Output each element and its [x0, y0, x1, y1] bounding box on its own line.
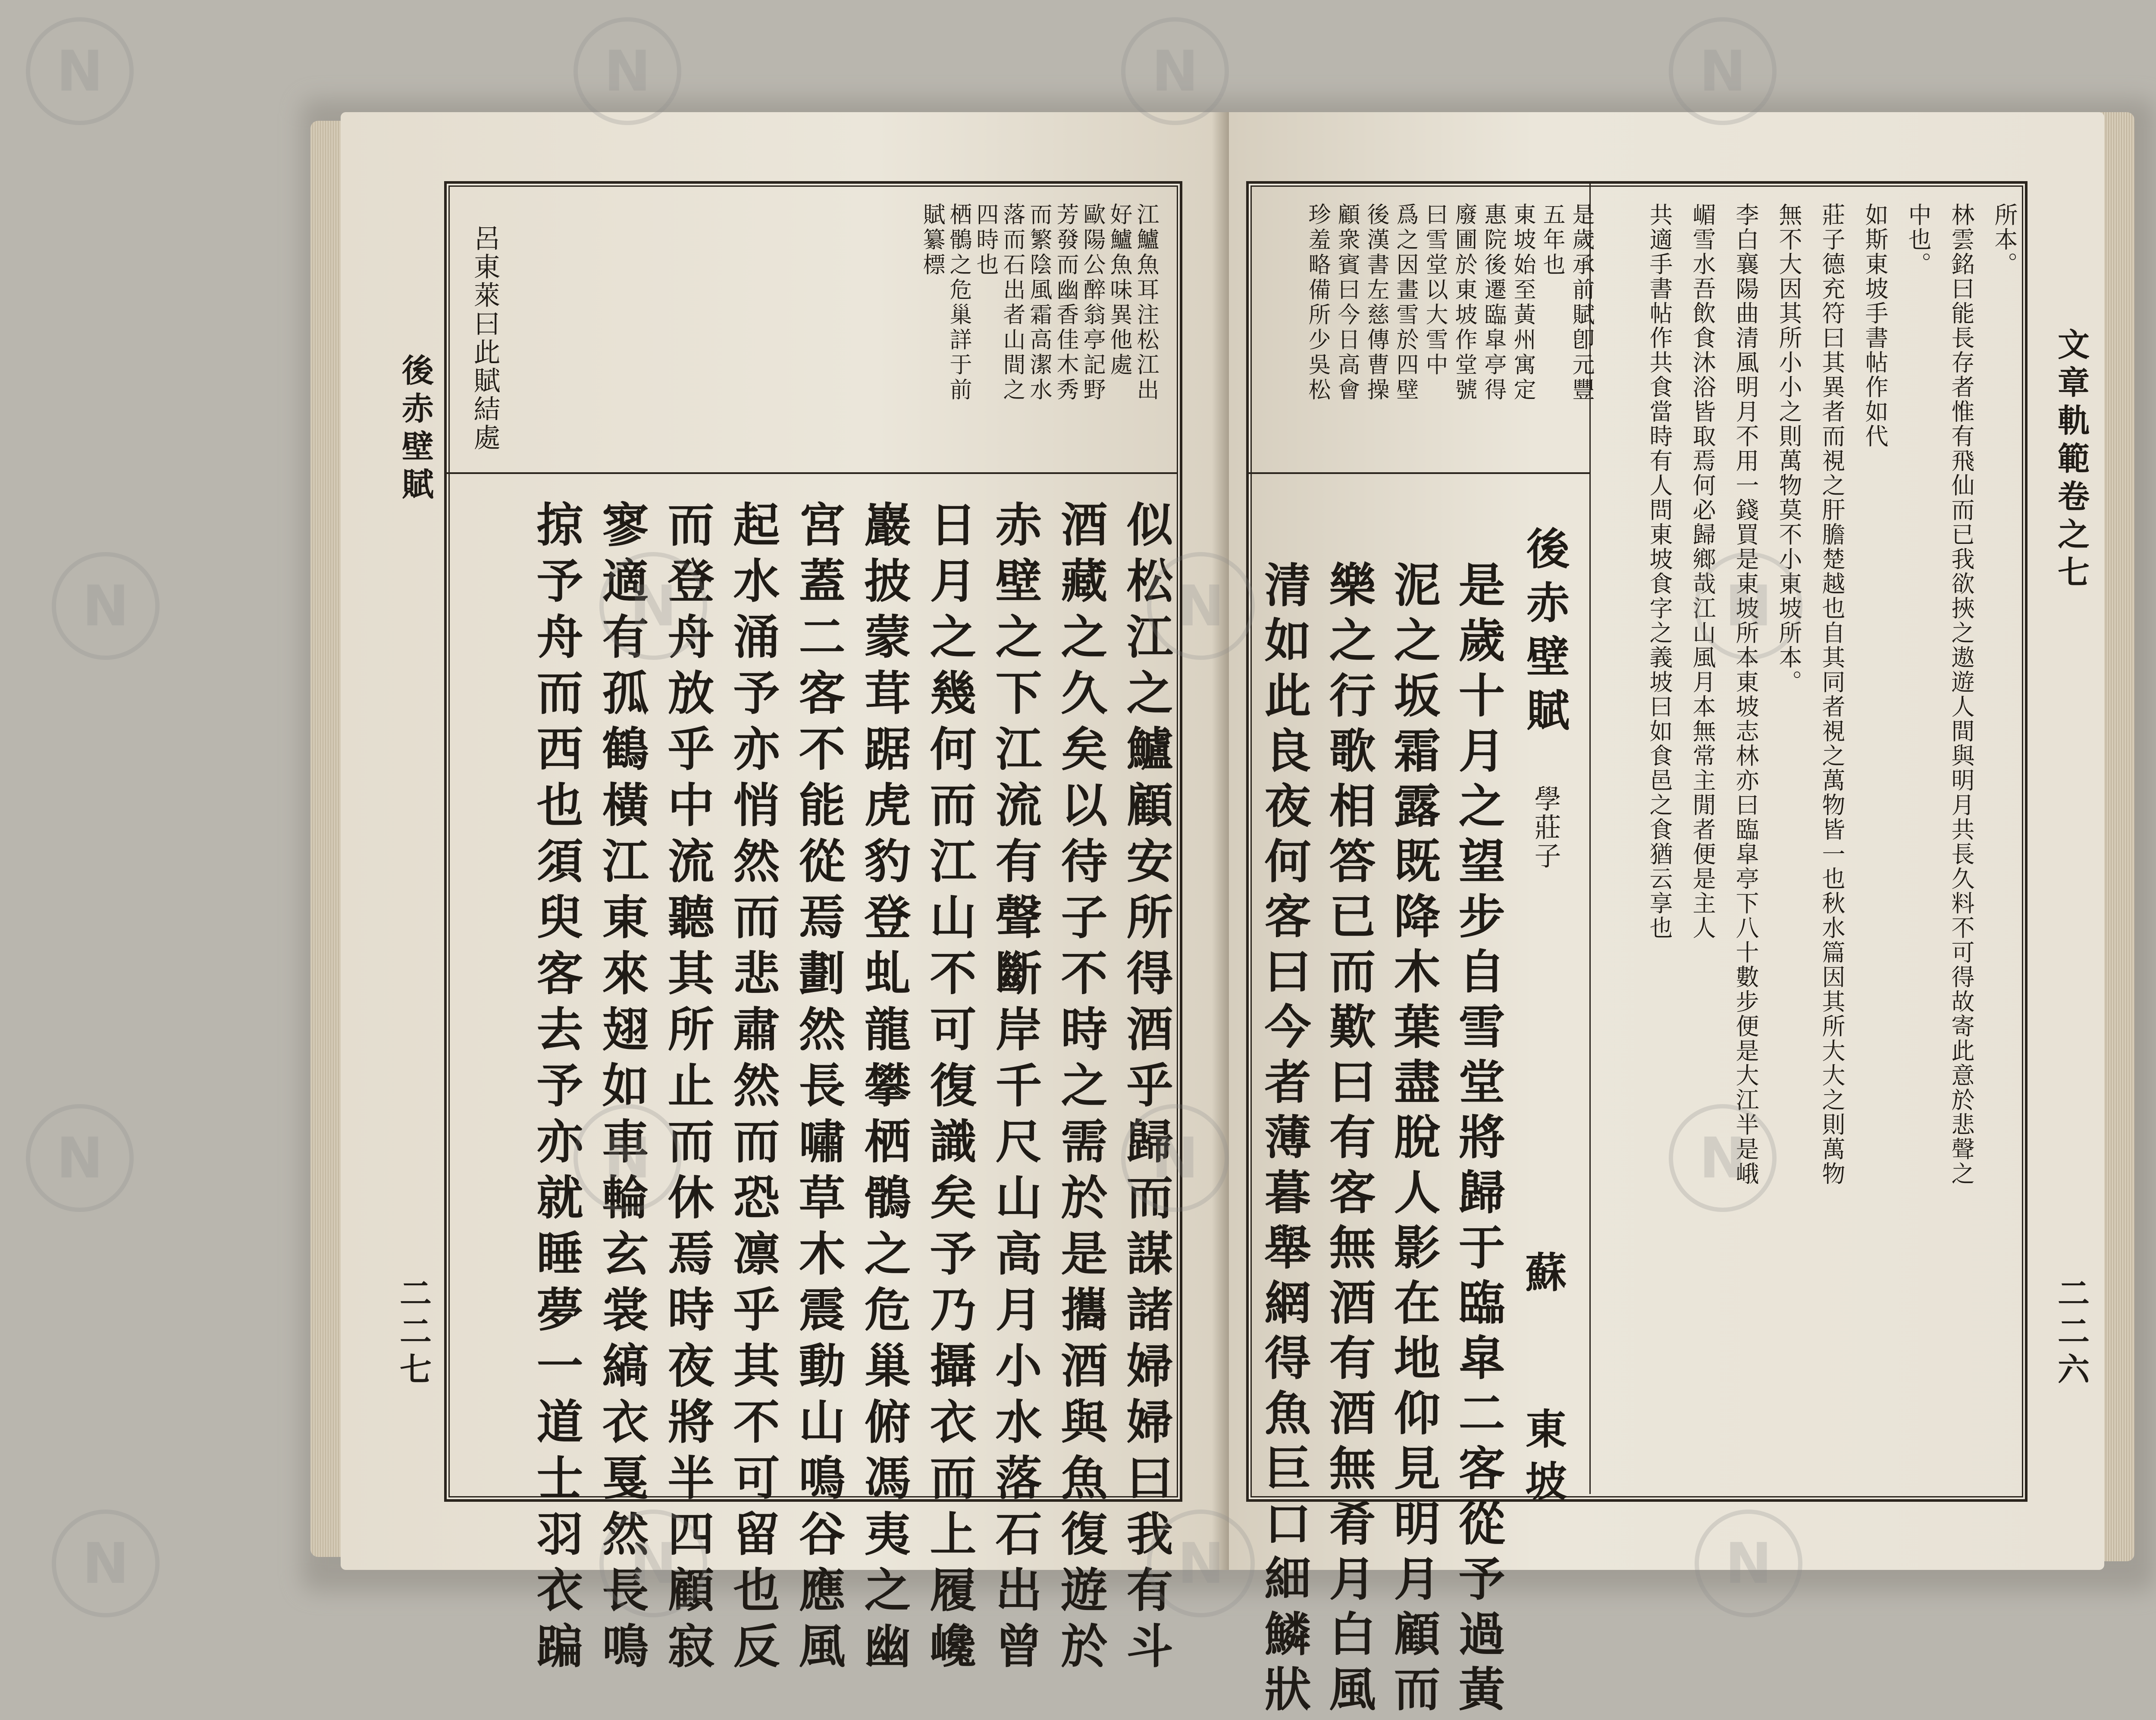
note-column: 五年也: [1539, 203, 1565, 278]
note-column: 歐陽公醉翁亭記野: [1079, 203, 1105, 403]
note-column: 嵋雪水吾飲食沐浴皆取焉何必歸鄉哉江山風月本無常主閒者便是主人: [1689, 203, 1716, 940]
watermark-logo: [1669, 17, 1777, 125]
note-column: 而繁陰風霜高潔水: [1026, 203, 1052, 403]
text-column: 起水涌予亦悄然而悲肅然而恐凛乎其不可留也反: [725, 500, 780, 1678]
text-column: 寥適有孤鶴橫江東來翅如車輪玄裳縞衣戛然長鳴: [594, 500, 649, 1678]
text-column: 巖披蒙茸踞虎豹登虬龍攀栖鶻之危巢俯馮夷之幽: [856, 500, 911, 1678]
watermark-logo: [1695, 552, 1802, 660]
open-book: [310, 104, 2134, 1720]
watermark-logo: [1695, 1510, 1802, 1617]
note-column: 林雲銘曰能長存者惟有飛仙而已我欲挾之遨遊人間與明月共長久料不可得故寄此意於悲聲之: [1948, 203, 1975, 1186]
watermark-logo: [1147, 552, 1255, 660]
text-column: 泥之坂霜露既降木葉盡脫人影在地仰見明月顧而: [1386, 561, 1440, 1720]
essay-title-note: 學莊子: [1530, 785, 1561, 870]
watermark-logo: [1669, 1104, 1777, 1212]
left-note-attribution: 呂東萊曰此賦結處: [469, 224, 501, 452]
left-notes-divider: [447, 472, 1177, 474]
note-column: 所本。: [1991, 203, 2018, 276]
text-column: 日月之幾何而江山不可復識矣予乃攝衣而上履巉: [922, 500, 976, 1678]
note-column: 惠院後遷臨皐亭得: [1480, 203, 1506, 403]
note-column: 芳發而幽香佳木秀: [1053, 203, 1078, 403]
text-column: 清如此良夜何客曰今者薄暮舉網得魚巨口細鱗狀: [1257, 561, 1311, 1720]
note-column: 無不大因其所小小之則萬物莫不小東坡所本。: [1775, 203, 1802, 694]
note-column: 四時也: [972, 203, 998, 278]
right-notes-divider: [1249, 472, 1589, 474]
note-column: 珍羞略備所少吳松: [1304, 203, 1330, 403]
text-column: 樂之行歌相答已而歎曰有客無酒有酒無肴月白風: [1321, 561, 1376, 1720]
watermark-logo: [52, 1510, 160, 1617]
watermark-logo: [1121, 1104, 1229, 1212]
note-column: 江鱸魚耳注松江出: [1133, 203, 1159, 403]
note-column: 李白襄陽曲清風明月不用一錢買是東坡所本東坡志林亦曰臨皐亭下八十數步便是大江半是峨: [1732, 203, 1759, 1186]
note-column: 栖鶻之危巢詳于前: [946, 203, 971, 403]
note-column: 如斯東坡手書帖作如代: [1861, 203, 1889, 449]
page-edges-left: [310, 121, 345, 1557]
note-column: 廢圃於東坡作堂號: [1451, 203, 1477, 403]
watermark-logo: [52, 552, 160, 660]
watermark-logo: [1147, 1510, 1255, 1617]
note-column: 顧衆賓曰今日高會: [1334, 203, 1360, 403]
watermark-logo: [573, 1104, 681, 1212]
right-page-number: 二二六: [2053, 1277, 2090, 1390]
watermark-logo: [599, 552, 707, 660]
note-column: 落而石出者山間之: [999, 203, 1025, 403]
text-column: 似松江之鱸顧安所得酒乎歸而謀諸婦婦曰我有斗: [1119, 500, 1173, 1678]
note-column: 莊子德充符曰其異者而視之肝膽楚越也自其同者視之萬物皆一也秋水篇因其所大大之則萬物: [1818, 203, 1846, 1186]
essay-title: 後赤壁賦: [1519, 526, 1570, 742]
note-column: 東坡始至黃州寓定: [1510, 203, 1536, 403]
right-running-head: 文章軌範卷之七: [2053, 328, 2090, 593]
text-column: 赤壁之下江流有聲斷岸千尺山高月小水落石出曾: [987, 500, 1042, 1678]
watermark-logo: [26, 17, 134, 125]
note-column: 賦纂標: [919, 203, 945, 278]
left-running-head: 後赤壁賦: [397, 354, 434, 505]
watermark-logo: [573, 17, 681, 125]
note-column: 爲之因畫雪於四壁: [1392, 203, 1418, 403]
text-column: 宮蓋二客不能從焉劃然長嘯草木震動山鳴谷應風: [791, 500, 845, 1678]
watermark-logo: [1121, 17, 1229, 125]
note-column: 好鱸魚味異他處: [1106, 203, 1132, 378]
note-column: 後漢書左慈傳曹操: [1363, 203, 1389, 403]
watermark-logo: [26, 1104, 134, 1212]
text-column: 掠予舟而西也須臾客去予亦就睡夢一道士羽衣蹁: [529, 500, 583, 1678]
text-column: 酒藏之久矣以待子不時之需於是攜酒與魚復遊於: [1053, 500, 1107, 1678]
text-column: 而登舟放乎中流聽其所止而休焉時夜將半四顧寂: [660, 500, 714, 1678]
left-page: [341, 112, 1229, 1678]
text-column: 是歲十月之望步自雪堂將歸于臨皐二客從予過黃: [1451, 561, 1505, 1720]
left-page-number: 二二七: [395, 1277, 432, 1390]
watermark-logo: [599, 1510, 707, 1617]
note-column: 共適手書帖作共食當時有人問東坡食字之義坡曰如食邑之食猶云享也: [1646, 203, 1673, 940]
note-column: 中也。: [1905, 203, 1932, 276]
note-column: 是歲承前賦卽元豐: [1568, 203, 1594, 403]
right-page: [1229, 112, 2104, 1720]
essay-author: 蘇 東坡: [1519, 1251, 1567, 1512]
note-column: 曰雪堂以大雪中: [1422, 203, 1448, 378]
